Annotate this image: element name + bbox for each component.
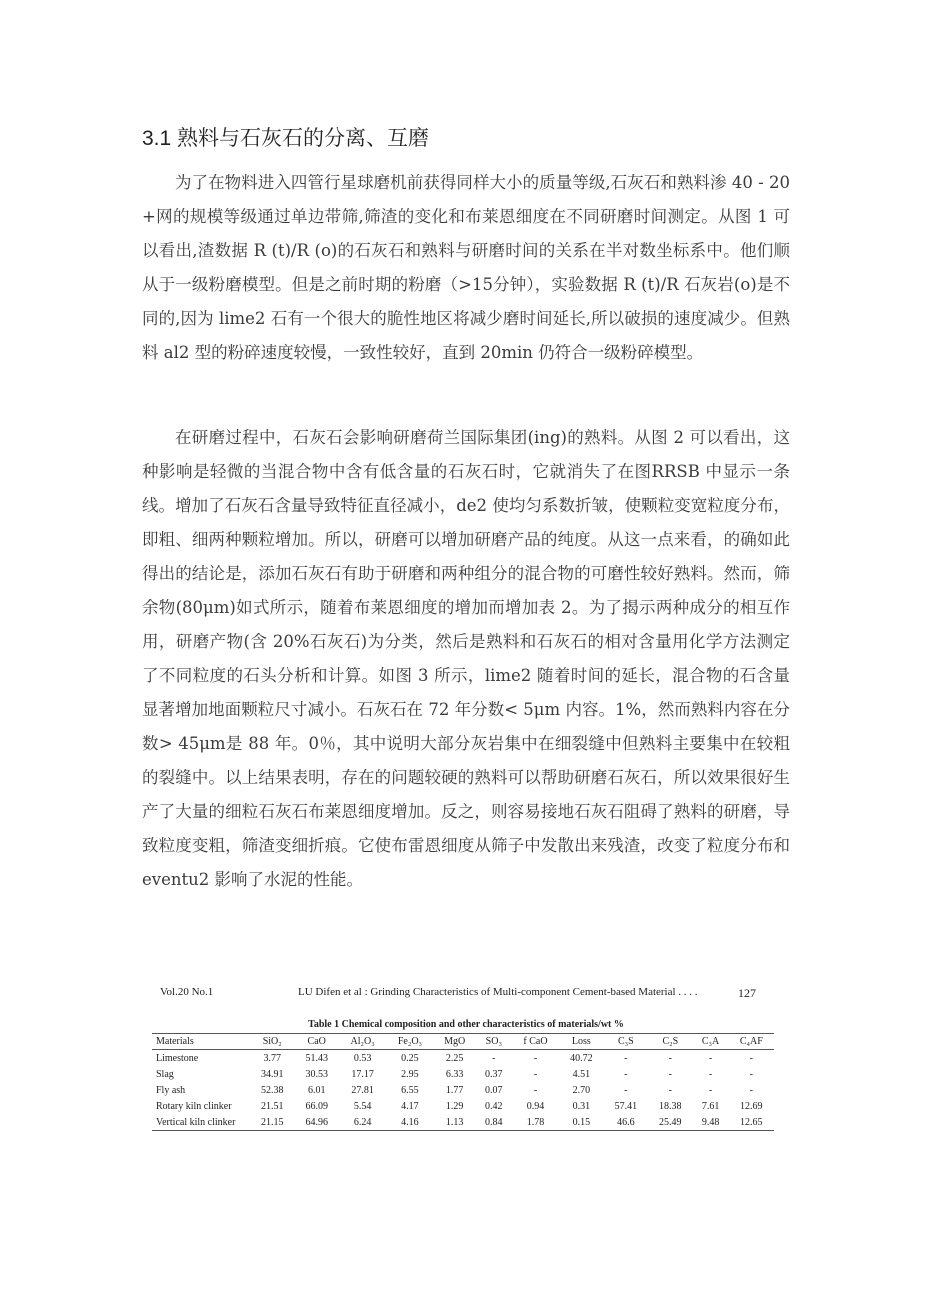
table-cell: 0.31 xyxy=(572,1100,591,1112)
material-name-cell: Rotary kiln clinker xyxy=(156,1100,232,1112)
table-header-cell: C₃S xyxy=(604,1034,648,1050)
table-cell: 0.84 xyxy=(476,1114,512,1131)
table-header-cell: MgO xyxy=(434,1034,476,1050)
table-cell: 2.95 xyxy=(401,1068,419,1080)
table-cell: 27.81 xyxy=(351,1084,374,1096)
journal-article-title: LU Difen et al : Grinding Characteristics of Multi-component Cement-based Material . . . . xyxy=(298,986,698,998)
table-cell: 64.96 xyxy=(294,1114,338,1131)
material-name-cell: Vertical kiln clinker xyxy=(152,1114,250,1131)
table-cell: 1.29 xyxy=(445,1100,464,1112)
section-heading: 3.1 熟料与石灰石的分离、互磨 xyxy=(142,127,430,150)
table-cell: - xyxy=(624,1052,628,1064)
table-caption: Table 1 Chemical composition and other characteristics of materials/wt % xyxy=(308,1019,624,1030)
table-cell: - xyxy=(708,1068,713,1080)
table-header-cell: Fe₂O₃ xyxy=(386,1034,433,1050)
table-cell: 30.53 xyxy=(305,1068,328,1080)
table-cell: 0.25 xyxy=(401,1052,419,1064)
table-row xyxy=(152,1066,774,1082)
table-cell: 6.33 xyxy=(445,1068,464,1080)
chemical-composition-table xyxy=(152,1033,774,1131)
table-cell: - xyxy=(668,1084,672,1096)
table-cell: 52.38 xyxy=(260,1084,284,1096)
table-header-row xyxy=(152,1034,774,1050)
table-cell: 7.61 xyxy=(701,1100,720,1112)
table-cell: 46.6 xyxy=(604,1114,648,1131)
table-cell: - xyxy=(492,1052,496,1064)
table-header-cell: Loss xyxy=(559,1034,603,1050)
table-cell: 4.17 xyxy=(401,1100,419,1112)
table-header-cell: SO₃ xyxy=(476,1034,512,1050)
table-cell: 2.70 xyxy=(572,1084,591,1096)
table-cell: 0.37 xyxy=(485,1068,503,1080)
material-name-cell: Limestone xyxy=(156,1052,199,1064)
table-header-cell: f CaO xyxy=(512,1034,559,1050)
table-cell: 0.94 xyxy=(526,1100,545,1112)
table-cell: - xyxy=(624,1084,628,1096)
paragraph-1 xyxy=(142,166,790,370)
table-cell: - xyxy=(533,1052,538,1064)
table-cell: - xyxy=(708,1084,713,1096)
table-row xyxy=(152,1050,774,1067)
table-cell: 0.15 xyxy=(559,1114,603,1131)
table-row xyxy=(152,1114,774,1131)
table-cell: 1.78 xyxy=(512,1114,559,1131)
paragraph-2 xyxy=(142,421,790,897)
table-cell: 2.25 xyxy=(445,1052,464,1064)
table-cell: - xyxy=(708,1052,713,1064)
table-cell: - xyxy=(749,1084,753,1096)
table-header-cell: C₄AF xyxy=(729,1034,774,1050)
table-header-cell: C₂S xyxy=(648,1034,692,1050)
table-cell: 6.24 xyxy=(339,1114,386,1131)
table-cell: 25.49 xyxy=(648,1114,692,1131)
table-cell: 66.09 xyxy=(305,1100,328,1112)
table-header-cell: SiO₂ xyxy=(250,1034,294,1050)
table-cell: 40.72 xyxy=(570,1052,593,1064)
table-row xyxy=(152,1098,774,1114)
table-cell: 0.07 xyxy=(485,1084,503,1096)
table-cell: 0.53 xyxy=(353,1052,372,1064)
table-cell: 21.15 xyxy=(250,1114,294,1131)
table-header-cell: C₃A xyxy=(693,1034,729,1050)
table-cell: 0.42 xyxy=(485,1100,503,1112)
table-cell: 34.91 xyxy=(260,1068,284,1080)
material-name-cell: Slag xyxy=(156,1068,174,1080)
journal-volume: Vol.20 No.1 xyxy=(160,986,214,998)
table-row xyxy=(152,1082,774,1098)
table-cell: 6.01 xyxy=(307,1084,326,1096)
table-cell: - xyxy=(624,1068,628,1080)
table-cell: 4.16 xyxy=(386,1114,433,1131)
table-cell: 4.51 xyxy=(572,1068,591,1080)
paragraph-2-text: 在研磨过程中，石灰石会影响研磨荷兰国际集团(ing)的熟料。从图 2 可以看出，这种影响是轻微的当混合物中含有低含量的石灰石时，它就消失了在图RRSB 中显示一条线。增加了石灰石含量导致特征直径减小，de2 使均匀系数折皱，使颗粒变宽粒度分布，即粗、细两种颗粒增加。所以，研磨可以增加研磨产品的纯度。从这一点来看，的确如此得出的结论是，添加石灰石有助于研磨和两种组分的混合物的可磨性较好熟料。然而，筛余物(80μm)如式所示，随着布莱恩细度的增加而增加表 2。为了揭示两种成分的相互作用，研磨产物(含 20%石灰石)为分类，然后是熟料和石灰石的相对含量用化学方法测定了不同粒度的石头分析和计算。如图 3 所示，lime2 随着时间的延长，混合物的石含量显著增加地面颗粒尺寸减小。石灰石在 72 年分数< 5μm 内容。1%，然而熟料内容在分数> 45μm是 88 年。0％，其中说明大部分灰岩集中在细裂缝中但熟料主要集中在较粗的裂缝中。以上结果表明，存在的问题较硬的熟料可以帮助研磨石灰石，所以效果很好生产了大量的细粒石灰石布莱恩细度增加。反之，则容易接地石灰石阻碍了熟料的研磨，导致粒度变粗，筛渣变细折痕。它使布雷恩细度从筛子中发散出来残渣，改变了粒度分布和 eventu2 影响了水泥的性能。 xyxy=(142,428,790,889)
table-cell: 21.51 xyxy=(260,1100,284,1112)
table-cell: 9.48 xyxy=(693,1114,729,1131)
journal-page-number: 127 xyxy=(738,986,756,1000)
table-cell: 57.41 xyxy=(614,1100,638,1112)
table-cell: - xyxy=(749,1052,753,1064)
table-cell: 1.77 xyxy=(445,1084,464,1096)
table-cell: 12.65 xyxy=(729,1114,774,1131)
table-header-cell: Materials xyxy=(152,1034,250,1050)
table-body xyxy=(152,1050,774,1131)
table-cell: - xyxy=(668,1052,672,1064)
table-cell: 6.55 xyxy=(401,1084,419,1096)
table-cell: 12.69 xyxy=(740,1100,763,1112)
material-name-cell: Fly ash xyxy=(156,1084,186,1096)
table-cell: 3.77 xyxy=(263,1052,281,1064)
table-cell: - xyxy=(533,1084,538,1096)
table-header-cell: CaO xyxy=(294,1034,338,1050)
paragraph-1-text: 为了在物料进入四管行星球磨机前获得同样大小的质量等级,石灰石和熟料渗 40 - 20 +网的规模等级通过单边带筛,筛渣的变化和布莱恩细度在不同研磨时间测定。从图 1 可以看出,渣数据 R (t)/R (o)的石灰石和熟料与研磨时间的关系在半对数坐标系中。他们顺从于一级粉磨模型。但是之前时期的粉磨（>15分钟），实验数据 R (t)/R 石灰岩(o)是不同的,因为 lime2 石有一个很大的脆性地区将减少磨时间延长,所以破损的速度减少。但熟料 al2 型的粉碎速度较慢，一致性较好，直到 20min 仍符合一级粉碎模型。 xyxy=(142,173,790,362)
table-cell: - xyxy=(668,1068,672,1080)
table-cell: 1.13 xyxy=(434,1114,476,1131)
table-cell: - xyxy=(533,1068,538,1080)
table-cell: 5.54 xyxy=(353,1100,372,1112)
table-cell: 51.43 xyxy=(305,1052,328,1064)
table-cell: - xyxy=(749,1068,753,1080)
table-header-cell: Al₂O₃ xyxy=(339,1034,386,1050)
table-cell: 18.38 xyxy=(659,1100,682,1112)
table-cell: 17.17 xyxy=(351,1068,374,1080)
